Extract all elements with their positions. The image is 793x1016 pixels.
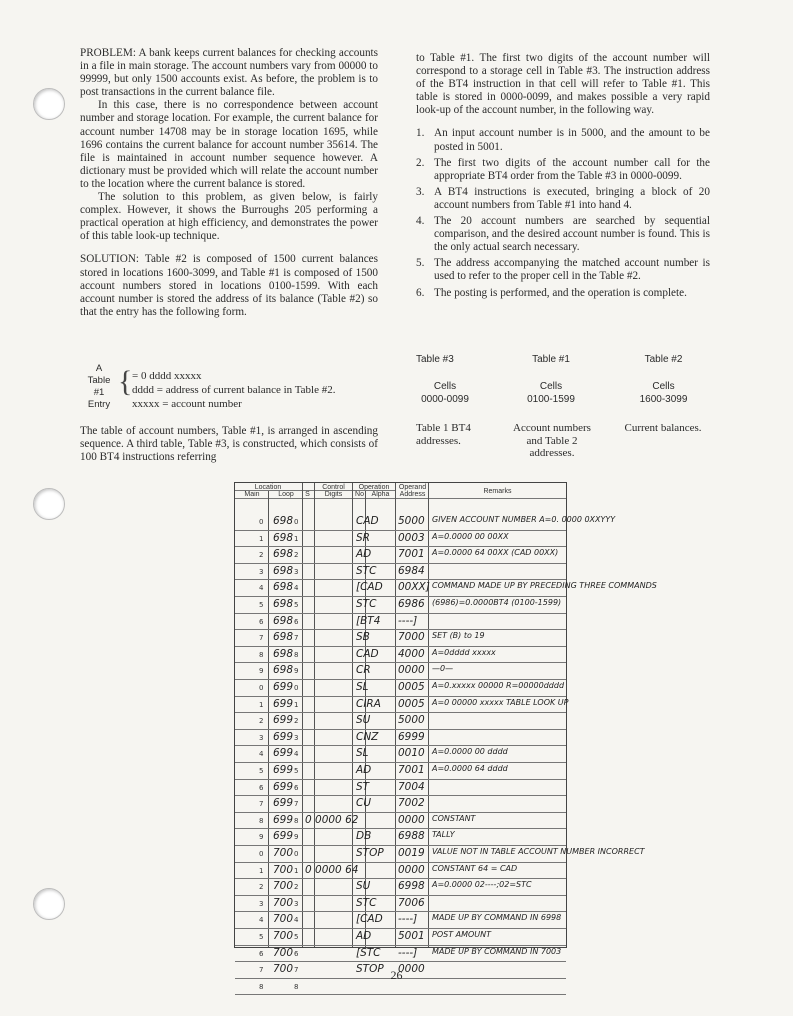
location-loop: 8	[294, 982, 299, 991]
operation-alpha: STOP	[356, 963, 384, 976]
location-index: 0	[259, 850, 264, 858]
location-main: 699	[273, 697, 294, 710]
location-loop: 3	[294, 733, 299, 742]
step-item: 1. An input account number is in 5000, and the amount to be posted in 5001.	[416, 127, 710, 153]
coding-row	[235, 895, 566, 912]
location-main: 700	[273, 963, 294, 976]
location-loop: 2	[294, 717, 299, 726]
page-number: 26	[390, 968, 403, 982]
remarks: SET (B) to 19	[432, 631, 485, 641]
remarks: MADE UP BY COMMAND IN 6998	[432, 913, 562, 923]
location-index: 3	[259, 567, 264, 576]
location-main: 699	[273, 764, 294, 776]
remarks: TALLY	[432, 830, 455, 840]
location-main: 700	[273, 913, 294, 926]
operand-address: 4000	[398, 647, 425, 660]
binder-hole-middle	[33, 488, 65, 520]
location-index: 7	[259, 634, 264, 643]
operation-alpha: AD	[356, 930, 372, 942]
operand-address: ----]	[398, 946, 418, 959]
location-loop: 2	[294, 883, 299, 892]
cells-range: 1600-3099	[639, 394, 688, 405]
operand-address: 5000	[398, 714, 425, 727]
location-main: 698	[273, 581, 294, 594]
coding-row	[235, 579, 657, 596]
operand-address: 0000	[398, 813, 425, 826]
step-item: 5. The address accompanying the matched account number is used to refer to the proper cell in the Table #2.	[416, 257, 710, 283]
coding-row	[235, 862, 566, 879]
location-main: 698	[273, 598, 294, 610]
operation-alpha: AD	[356, 548, 372, 561]
binder-hole-bottom	[33, 888, 65, 920]
operand-address: 6998	[398, 880, 425, 893]
location-index: 3	[259, 733, 264, 742]
operand-address: 0005	[398, 697, 425, 710]
location-main: 700	[273, 896, 294, 909]
operation-alpha: AD	[356, 764, 372, 776]
operand-address: 7004	[398, 780, 425, 793]
remarks: A=0.0000 02----;02=STC	[432, 880, 532, 890]
formula-line: = 0 dddd xxxxx	[132, 370, 202, 382]
location-main: 698	[273, 614, 294, 627]
operand-address: ----]	[398, 614, 418, 627]
location-index: 1	[259, 866, 264, 875]
operation-alpha: SL	[356, 747, 369, 760]
header-location: Location	[254, 484, 282, 491]
location-index: 7	[259, 966, 264, 975]
operand-address: 7006	[398, 896, 425, 909]
operand-address: 0000	[398, 664, 425, 677]
operand-address: 7001	[398, 764, 425, 776]
operation-alpha: STC	[356, 598, 377, 610]
coding-row	[235, 878, 566, 895]
header-operation: Operation	[358, 484, 390, 491]
location-main: 700	[273, 946, 294, 959]
coding-row	[235, 945, 566, 962]
coding-row	[235, 911, 566, 928]
control-digits: 0 0000 64	[305, 863, 359, 876]
coding-row	[235, 696, 569, 713]
location-index: 4	[259, 916, 264, 925]
location-index: 4	[259, 750, 264, 759]
location-loop: 9	[294, 667, 299, 676]
location-index: 8	[259, 650, 264, 659]
location-index: 8	[259, 816, 264, 825]
coding-row	[235, 779, 566, 796]
operand-address: 00XX]	[398, 581, 430, 594]
location-loop: 7	[294, 634, 299, 643]
left-column	[80, 47, 378, 319]
remarks: CONSTANT	[432, 813, 476, 823]
remarks: (6986)=0.0000BT4 (0100-1599)	[432, 598, 562, 607]
operation-alpha: SR	[356, 531, 370, 544]
header-operand-address: Operand Address	[398, 484, 427, 498]
operation-alpha: STC	[356, 896, 377, 909]
header-op-alpha: Alpha	[371, 491, 390, 498]
location-main: 698	[273, 548, 294, 561]
operation-alpha: [STC	[356, 946, 381, 959]
location-loop: 7	[294, 966, 299, 975]
location-loop: 6	[294, 949, 299, 958]
location-index: 5	[259, 767, 264, 775]
operand-address: 7001	[398, 548, 425, 561]
operand-address: 0005	[398, 681, 425, 693]
location-index: 0	[259, 518, 264, 526]
operation-alpha: [BT4	[356, 614, 381, 627]
operand-address: 6999	[398, 730, 425, 743]
location-index: 2	[259, 717, 264, 726]
formula-line: dddd = address of current balance in Table #2.	[132, 384, 336, 396]
operand-address: 6988	[398, 830, 425, 843]
coding-row	[235, 762, 566, 779]
operation-alpha: CNZ	[356, 730, 379, 743]
table-name: Table #1	[532, 354, 570, 365]
operation-alpha: [CAD	[356, 913, 383, 926]
operation-alpha: CAD	[356, 515, 379, 527]
operation-alpha: STOP	[356, 847, 384, 859]
location-loop: 3	[294, 567, 299, 576]
location-loop: 0	[294, 684, 299, 692]
formula-line: xxxxx = account number	[132, 398, 242, 410]
location-main: 699	[273, 813, 294, 826]
remarks: A=0.0000 64 00XX (CAD 00XX)	[432, 548, 559, 558]
operand-address: 0010	[398, 747, 425, 760]
location-main: 698	[273, 631, 294, 644]
operand-address: 0000	[398, 863, 425, 876]
operand-address: 7002	[398, 797, 425, 810]
location-index: 4	[259, 584, 264, 593]
cells-range: 0000-0099	[421, 394, 469, 405]
coding-row	[235, 513, 616, 530]
remarks: A=0.0000 00 00XX	[432, 531, 509, 541]
operation-alpha: [CAD	[356, 581, 383, 594]
problem-paragraph: PROBLEM: A bank keeps current balances for checking accounts in a file in main storage. The account numbers vary from 00000 to 99999, but only 1500 accounts exist. As before, the problem is to post transactions in the current balance file.	[80, 47, 378, 99]
operand-address: 0000	[398, 963, 425, 976]
location-loop: 5	[294, 933, 299, 941]
coding-row	[235, 712, 566, 729]
remarks: CONSTANT 64 = CAD	[432, 863, 518, 873]
operation-alpha: SL	[356, 681, 369, 693]
step-item: 6. The posting is performed, and the operation is complete.	[416, 286, 687, 299]
cells-label: Cells	[539, 381, 563, 392]
operand-address: 0003	[398, 531, 425, 544]
location-loop: 1	[294, 700, 299, 709]
coding-row	[235, 629, 566, 646]
location-index: 5	[259, 933, 264, 941]
coding-row	[235, 828, 566, 845]
operation-alpha: CU	[356, 797, 372, 810]
remarks: A=0 00000 xxxxx TABLE LOOK UP	[432, 697, 569, 707]
remarks: GIVEN ACCOUNT NUMBER A=0. 0000 0XXYYY	[432, 515, 616, 524]
formula-label: Entry	[87, 399, 111, 410]
left-column-end	[80, 425, 378, 464]
operation-alpha: SU	[356, 714, 371, 727]
location-index: 2	[259, 551, 264, 560]
cells-label: Cells	[433, 381, 457, 392]
table-description: Current balances.	[624, 422, 702, 434]
coding-row	[235, 596, 566, 613]
location-main: 698	[273, 647, 294, 660]
coding-row	[235, 530, 566, 547]
control-digits: 0 0000 62	[305, 813, 359, 826]
operation-alpha: STC	[356, 564, 377, 577]
coding-sheet	[234, 482, 657, 991]
location-loop: 0	[294, 518, 299, 526]
location-loop: 4	[294, 584, 299, 593]
location-loop: 7	[294, 800, 299, 809]
location-loop: 4	[294, 750, 299, 759]
formula-label: A	[95, 363, 103, 374]
location-main: 699	[273, 681, 294, 693]
location-main: 699	[273, 780, 294, 793]
header-op-no: No	[355, 491, 364, 498]
location-index: 6	[259, 949, 264, 958]
location-main: 699	[273, 714, 294, 727]
location-main: 699	[273, 747, 294, 760]
table-name: Table #3	[416, 354, 454, 365]
location-main: 698	[273, 664, 294, 677]
location-loop: 8	[294, 816, 299, 825]
remarks: MADE UP BY COMMAND IN 7003	[432, 946, 562, 956]
location-index: 8	[259, 982, 264, 991]
cells-label: Cells	[652, 381, 675, 392]
coding-row	[235, 646, 566, 663]
remarks: VALUE NOT IN TABLE ACCOUNT NUMBER INCORRECT	[432, 847, 645, 856]
coding-row	[235, 795, 566, 812]
coding-row	[235, 662, 566, 679]
coding-row	[235, 729, 566, 746]
remarks: POST AMOUNT	[432, 930, 492, 939]
header-control-digits: Control Digits	[322, 484, 345, 498]
location-index: 6	[259, 783, 264, 792]
cells-range: 0100-1599	[527, 394, 575, 405]
operand-address: ----]	[398, 913, 418, 926]
step-list	[416, 127, 710, 299]
location-loop: 5	[294, 767, 299, 775]
operation-alpha: ST	[356, 780, 370, 793]
step-item: 4. The 20 account numbers are searched by sequential comparison, and the desired account number is found. This is the only actual search necessary.	[416, 215, 710, 254]
location-index: 5	[259, 601, 264, 609]
coding-row	[235, 812, 566, 829]
coding-row	[235, 845, 645, 862]
coding-row	[235, 563, 566, 580]
paragraph: The table of account numbers, Table #1, is arranged in ascending sequence. A third table, Table #3, is constructed, which consists of 100 BT4 instructions referring	[80, 425, 378, 464]
remarks: A=0.xxxxx 00000 R=00000dddd	[432, 681, 565, 690]
location-main: 700	[273, 880, 294, 893]
operation-alpha: SU	[356, 880, 371, 893]
location-loop: 9	[294, 833, 299, 842]
coding-row	[235, 546, 566, 563]
header-main: Main	[244, 491, 260, 498]
header-s: S	[305, 491, 310, 498]
header-remarks: Remarks	[483, 488, 512, 495]
coding-row	[235, 928, 566, 945]
location-main: 698	[273, 515, 294, 527]
location-index: 1	[259, 534, 264, 543]
solution-paragraph: SOLUTION: Table #2 is composed of 1500 current balances stored in locations 1600-3099, and Table #1 is composed of 1500 account numbers stored in locations 0100-1599. With each account number is stored the address of its balance (Table #2) so that the entry has the following form.	[80, 253, 378, 318]
intro-paragraph: to Table #1. The first two digits of the account number will correspond to a storage cell in Table #3. The instruction address of the BT4 instruction in that cell will refer to Table #1. This table is stored in 0000-0099, and makes possible a very rapid look-up of the account number, in the following way.	[416, 52, 710, 117]
location-loop: 1	[294, 866, 299, 875]
location-index: 9	[259, 667, 264, 676]
operation-alpha: SB	[356, 631, 370, 644]
remarks: COMMAND MADE UP BY PRECEDING THREE COMMANDS	[432, 581, 657, 591]
remarks: A=0.0000 00 dddd	[432, 747, 508, 757]
right-column	[416, 52, 710, 303]
table-description: Account numbers and Table 2 addresses.	[513, 422, 591, 459]
location-index: 6	[259, 617, 264, 626]
table-entry-formula: A Table #1 Entry { = 0 dddd xxxxx dddd = address of current balance in Table #2. xxxxx = account number	[80, 363, 380, 425]
table-name: Table #2	[644, 354, 683, 365]
location-index: 3	[259, 899, 264, 908]
operation-alpha: DB	[356, 830, 372, 843]
coding-row	[235, 613, 566, 630]
location-main: 698	[273, 531, 294, 544]
location-index: 0	[259, 684, 264, 692]
remarks: A=0.0000 64 dddd	[432, 764, 508, 773]
paragraph: The solution to this problem, as given below, is fairly complex. However, it shows the Burroughs 205 performing a practical operation at high efficiency, and demonstrates the power of this table look-up technique.	[80, 191, 378, 243]
coding-row	[235, 679, 566, 696]
location-main: 700	[273, 847, 294, 859]
operand-address: 0019	[398, 847, 425, 859]
location-main: 699	[273, 830, 294, 843]
formula-label: #1	[93, 387, 105, 398]
operand-address: 6984	[398, 564, 425, 577]
location-index: 7	[259, 800, 264, 809]
location-loop: 2	[294, 551, 299, 560]
location-main: 700	[273, 930, 294, 942]
location-loop: 6	[294, 617, 299, 626]
operation-alpha: CR	[356, 664, 371, 677]
operation-alpha: CIRA	[356, 697, 381, 710]
header-loop: Loop	[278, 491, 294, 498]
location-index: 1	[259, 700, 264, 709]
coding-row	[235, 745, 566, 762]
operand-address: 6986	[398, 598, 425, 610]
location-main: 699	[273, 730, 294, 743]
location-main: 699	[273, 797, 294, 810]
location-main: 698	[273, 564, 294, 577]
location-main: 700	[273, 863, 294, 876]
location-loop: 8	[294, 650, 299, 659]
remarks: —0—	[432, 664, 454, 674]
formula-label: Table	[87, 375, 111, 386]
location-loop: 4	[294, 916, 299, 925]
operand-address: 5000	[398, 515, 425, 527]
location-loop: 5	[294, 601, 299, 609]
binder-hole-top	[33, 88, 65, 120]
operand-address: 5001	[398, 930, 425, 942]
location-loop: 0	[294, 850, 299, 858]
paragraph: In this case, there is no correspondence between account number and storage location. For example, the current balance for account number 14708 may be in storage location 1695, while 1696 contains the current balance for account number 35614. The file is maintained in account number sequence however. A dictionary must be provided which will relate the account number to the location where the current balance is stored.	[80, 99, 378, 190]
location-loop: 1	[294, 534, 299, 543]
location-index: 2	[259, 883, 264, 892]
location-loop: 6	[294, 783, 299, 792]
step-item: 3. A BT4 instructions is executed, bringing a block of 20 account numbers from Table #1 into hand 4.	[416, 185, 710, 211]
step-item: 2. The first two digits of the account number call for the appropriate BT4 order from the Table #3 in 0000-0099.	[416, 156, 710, 182]
remarks: A=0dddd xxxxx	[432, 647, 496, 657]
operation-alpha: CAD	[356, 647, 379, 660]
location-index: 9	[259, 833, 264, 842]
operand-address: 7000	[398, 631, 425, 644]
table-description: Table 1 BT4 addresses.	[416, 422, 471, 447]
location-loop: 3	[294, 899, 299, 908]
